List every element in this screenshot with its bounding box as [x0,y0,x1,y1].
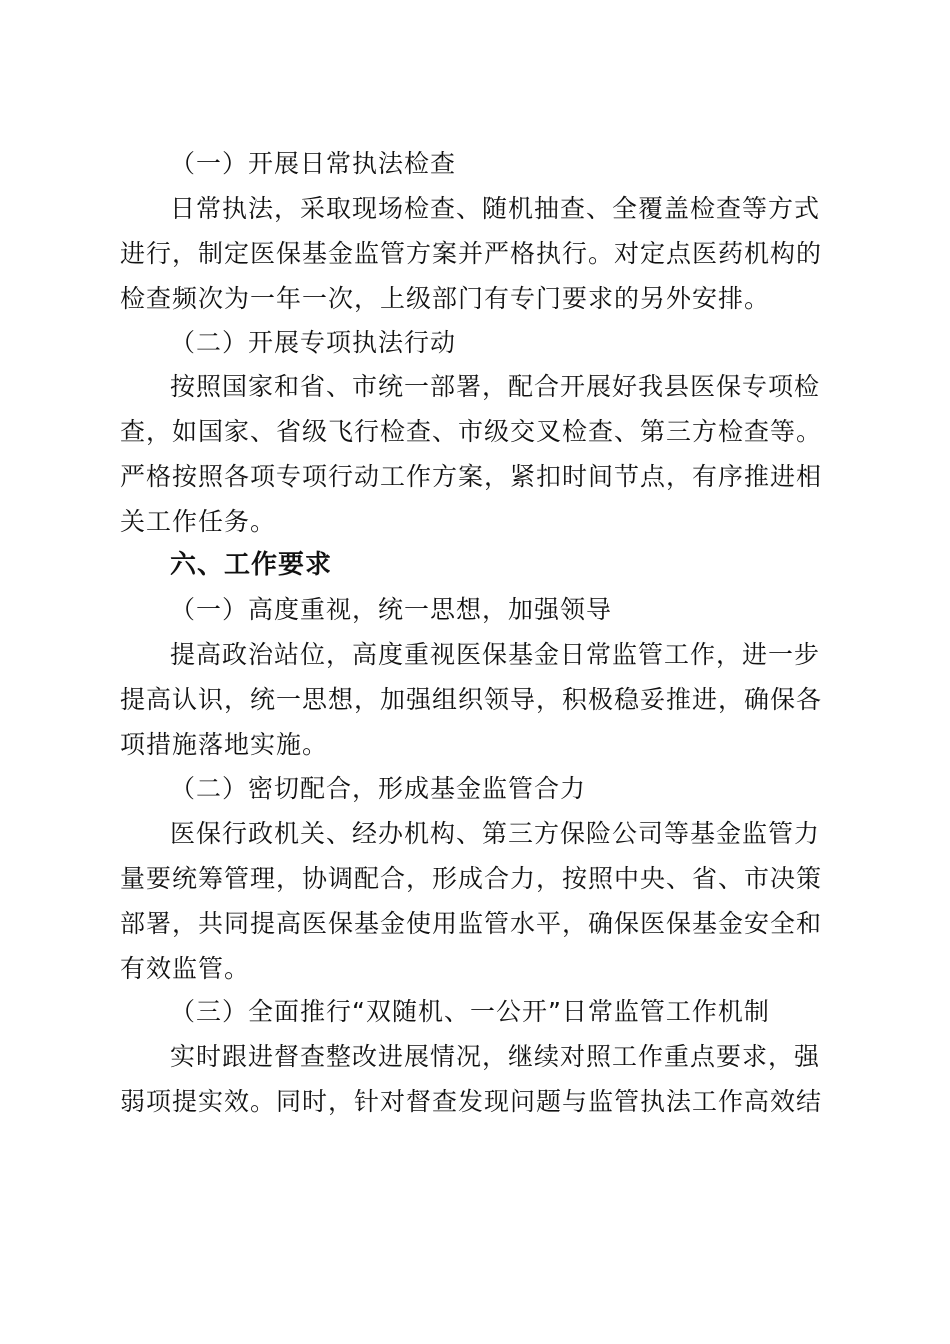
paragraph-line: 有效监管。 [120,954,251,983]
paragraph-line: 严格按照各项专项行动工作方案，紧扣时间节点，有序推进相 [120,462,823,491]
subheading-double-random: （三）全面推行“双随机、一公开”日常监管工作机制 [170,997,770,1026]
paragraph-line: 部署，共同提高医保基金使用监管水平，确保医保基金安全和 [120,909,823,938]
subheading-close-cooperation: （二）密切配合，形成基金监管合力 [170,774,587,803]
paragraph-line: 弱项提实效。同时，针对督查发现问题与监管执法工作高效结 [120,1087,823,1116]
paragraph-line: 按照国家和省、市统一部署，配合开展好我县医保专项检 [170,372,821,401]
paragraph-line: 日常执法，采取现场检查、随机抽查、全覆盖检查等方式 [170,194,821,223]
paragraph-line: 检查频次为一年一次，上级部门有专门要求的另外安排。 [120,284,771,313]
paragraph-line: 进行，制定医保基金监管方案并严格执行。对定点医药机构的 [120,239,823,268]
section-heading-work-requirements: 六、工作要求 [170,550,333,580]
paragraph-line: 医保行政机关、经办机构、第三方保险公司等基金监管力 [170,819,821,848]
paragraph-line: 查，如国家、省级飞行检查、市级交叉检查、第三方检查等。 [120,417,823,446]
subheading-high-attention: （一）高度重视，统一思想，加强领导 [170,595,613,624]
paragraph-line: 关工作任务。 [120,507,277,536]
paragraph-line: 项措施落地实施。 [120,730,329,759]
subheading-daily-inspection: （一）开展日常执法检查 [170,149,457,178]
subheading-special-action: （二）开展专项执法行动 [170,328,457,357]
paragraph-line: 量要统筹管理，协调配合，形成合力，按照中央、省、市决策 [120,864,823,893]
paragraph-line: 实时跟进督查整改进展情况，继续对照工作重点要求，强 [170,1042,821,1071]
paragraph-line: 提高政治站位，高度重视医保基金日常监管工作，进一步 [170,640,821,669]
paragraph-line: 提高认识，统一思想，加强组织领导，积极稳妥推进，确保各 [120,685,823,714]
